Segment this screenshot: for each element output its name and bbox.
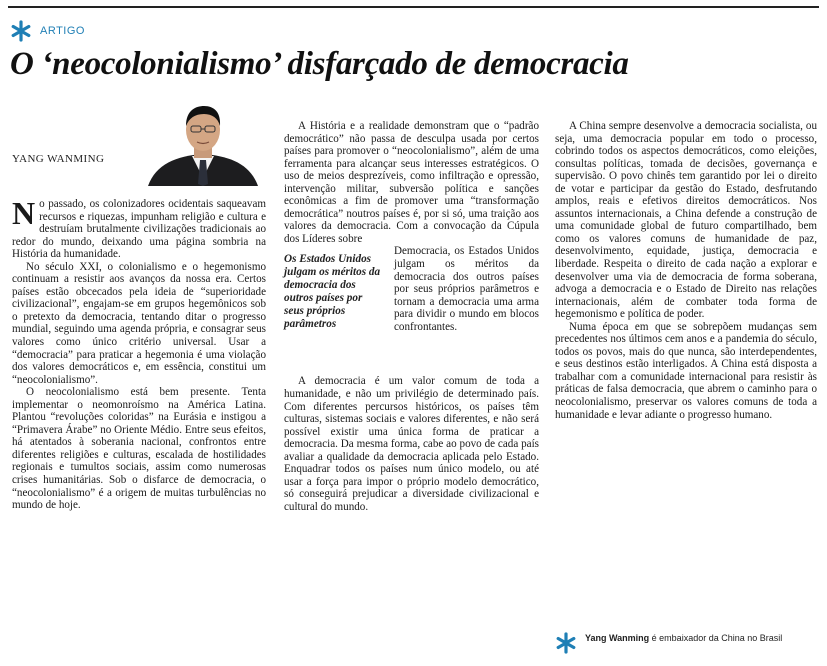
author-note-text <box>585 632 825 644</box>
top-rule <box>8 6 819 8</box>
paragraph: A China sempre desenvolve a democracia socialista, ou seja, uma democracia popular em todo o processo, cobrindo todos os aspectos democráticos, como eleições, consultas políticas, tomada de decisões, governança e supervisão. O povo chinês tem garantido por lei o direito de votar e participar da gestão do Estado, desfrutando amplos, reais e efetivos direitos democráticos. Nos assuntos internacionais, a China defende a construção de uma comunidade global de futuro compartilhado, bem como os valores comuns de humanidade de paz, desenvolvimento, equidade, justiça, democracia e liberdade. Respeita o direito de cada nação a explorar e desenvolver uma via de democracia de forma soberana, advoga a democracia e o Estado de Direito nas relações internacionais, além de combater toda forma de hegemonismo e política de poder. <box>555 120 817 321</box>
pullquote-block <box>284 245 539 333</box>
author-description: é embaixador da China no Brasil <box>649 633 783 643</box>
headline: O ‘neocolonialismo’ disfarçado de democracia <box>10 46 629 82</box>
paragraph: Numa época em que se sobrepõem mudanças sem precedentes nos últimos cem anos e a pandemia do século, todos os povos, mais do que nunca, são interdependentes, e seus destinos estão interligados. A China está disposta a trabalhar com a comunidade internacional para resistir às práticas de falsa democracia, que abrem o caminho para o neocolonialismo, preservar os valores comuns de toda a humanidade e levar adiante o progresso humano. <box>555 320 817 421</box>
paragraph <box>12 195 266 261</box>
dropcap: N <box>12 195 36 231</box>
paragraph: A História e a realidade demonstram que o “padrão democrático” não passa de desculpa usada por certos países para promover o “neocolonialismo”, além de uma ferramenta para alcançar seus interesses estratégicos. O uso de meios desprezíveis, como infiltração e opressão, intervenção militar, subversão política e sanções econômicas a fim de promover uma “transformação democrática” noutros países é, por si só, uma traição aos valores da democracia. Com a convocação da Cúpula dos Líderes sobre <box>284 120 539 245</box>
article-column-3 <box>555 120 817 421</box>
author-portrait <box>128 100 278 186</box>
author-note <box>555 632 825 654</box>
paragraph: O neocolonialismo está bem presente. Tenta implementar o neomonroísmo na América Latina. Plantou “revoluções coloridas” na Eurásia e instigou a “Primavera Árabe” no Oriente Médio. Entre seus efeitos, há atentados à soberania nacional, confrontos entre diferentes religiões e culturas, escalada de hostilidades regionais e tumultos sociais, assim como numerosas crises humanitárias. Sob o disfarce de democracia, o “neocolonialismo” é a origem de muitas turbulências no mundo de hoje. <box>12 386 266 512</box>
paragraph: A democracia é um valor comum de toda a humanidade, e não um privilégio de determinado país. Com diferentes percursos históricos, os países têm culturas, sistemas sociais e valores diferentes, e não será possível existir uma única forma de praticar a democracia. Da mesma forma, cabe ao povo de cada país avaliar a qualidade da democracia aplicada pelo Estado. Enquadrar todos os países num único modelo, ou até usar a força para impor o próprio modelo democrático, só conseguirá prejudicar a diversidade civilizacional e cultural do mundo. <box>284 375 539 513</box>
asterisk-icon <box>555 632 577 654</box>
kicker-label: ARTIGO <box>40 25 85 37</box>
paragraph-text: o passado, os colonizadores ocidentais saqueavam recursos e riquezas, impunham religião e cultura e destruíam brutalmente civilizações tradicionais ao redor do mundo, deixando uma página sombria na História da humanidade. <box>12 198 266 261</box>
byline: YANG WANMING <box>12 153 105 165</box>
paragraph: Democracia, os Estados Unidos julgam os méritos da democracia dos outros países por seus próprios parâmetros e tornam a democracia uma arma para dividir o mundo em blocos confrontantes. <box>394 245 539 333</box>
article-column-2 <box>284 120 539 513</box>
paragraph: No século XXI, o colonialismo e o hegemonismo continuam a resistir aos avanços da nossa era. Certos países estão obcecados pela ideia de “superioridade civilizacional”, engajam-se em grupos hegemônicos sob o pretexto da democracia, tentando ditar o progresso mundial, seguindo uma agenda própria, e consagrar seus valores como único critério universal. Usar a “democracia” para praticar a hegemonia é uma violação dos valores democráticos e, em essência, constitui um “neocolonialismo”. <box>12 260 266 386</box>
pullquote: Os Estados Unidos julgam os méritos da democracia dos outros países por seus próprios parâmetros <box>284 253 381 331</box>
asterisk-icon <box>10 20 32 42</box>
author-name: Yang Wanming <box>585 633 650 643</box>
section-kicker <box>10 20 85 42</box>
article-column-1 <box>12 195 266 512</box>
